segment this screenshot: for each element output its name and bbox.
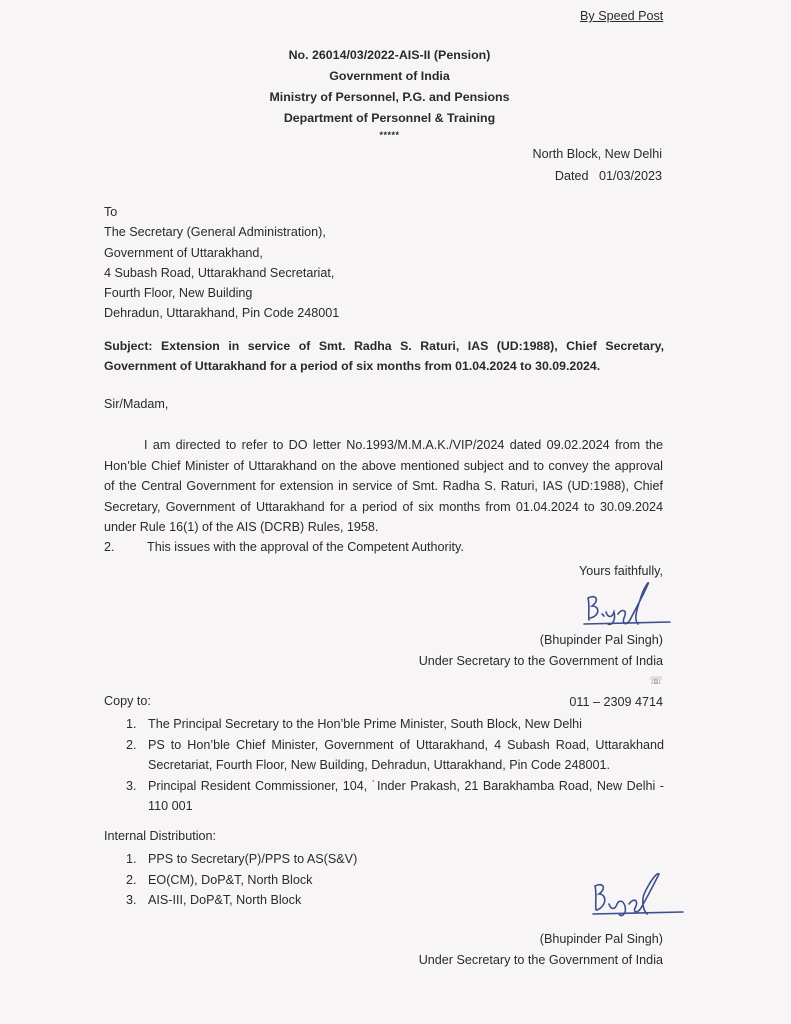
- list-text: PS to Hon’ble Chief Minister, Government of Uttarakhand, 4 Subash Road, Uttarakhand Secretariat, Fourth Floor, New Building, Dehradun, Uttarakhand, Pin Code 248001.: [148, 737, 664, 772]
- dispatch-mode: By Speed Post: [580, 9, 664, 23]
- list-item: [104, 849, 504, 870]
- department-name: Department of Personnel & Training: [283, 111, 496, 125]
- paragraph-2: [104, 540, 464, 554]
- signature-stroke: [602, 612, 615, 624]
- list-text: The Principal Secretary to the Hon’ble Prime Minister, South Block, New Delhi: [148, 717, 582, 731]
- list-item: [104, 776, 664, 817]
- letterhead: [0, 45, 791, 141]
- address-line: 4 Subash Road, Uttarakhand Secretariat,: [104, 265, 335, 280]
- date: Dated 01/03/2023: [554, 169, 662, 183]
- list-number: 2.: [126, 737, 137, 752]
- signature-image: [578, 580, 678, 630]
- signatory-name: (Bhupinder Pal Singh): [539, 932, 663, 946]
- list-number: 2.: [126, 872, 137, 887]
- to-label: To: [104, 205, 118, 219]
- signature-image: [585, 870, 685, 920]
- ministry-name: Ministry of Personnel, P.G. and Pensions: [269, 90, 510, 104]
- copy-to-heading: Copy to:: [104, 694, 151, 708]
- paragraph-number: 2.: [104, 540, 115, 554]
- internal-distribution-heading: Internal Distribution:: [104, 829, 216, 843]
- body-paragraph: I am directed to refer to DO letter No.1993/M.M.A.K./VIP/2024 dated 09.02.2024 from the Hon’ble Chief Minister of Uttarakhand on the above mentioned subject and to convey the approval of the Central Government for extension in service of Smt. Radha S. Raturi, IAS (UD:1988), Chief Secretary, Government of Uttarakhand for a period of six months from 01.04.2024 to 30.09.2024 under Rule 16(1) of the AIS (DCRB) Rules, 1958.: [104, 438, 663, 535]
- list-text: AIS-III, DoP&T, North Block: [148, 893, 302, 907]
- copy-to-list: [104, 714, 664, 817]
- list-number: 1.: [126, 717, 137, 731]
- signatory-designation: Under Secretary to the Government of India: [418, 952, 663, 967]
- place: North Block, New Delhi: [532, 147, 662, 161]
- list-number: 3.: [126, 893, 137, 907]
- telephone-icon: ☏: [649, 675, 663, 687]
- list-item: [104, 714, 664, 735]
- address-line: Fourth Floor, New Building: [104, 286, 253, 301]
- list-item: [104, 870, 504, 891]
- recipient-address: [104, 202, 339, 324]
- signature-stroke: [593, 912, 683, 914]
- signature-stroke: [584, 622, 670, 624]
- signatory-phone: 011 – 2309 4714: [569, 694, 663, 709]
- list-number: 3.: [126, 778, 137, 793]
- signatory-name: (Bhupinder Pal Singh): [539, 633, 663, 647]
- signature-stroke: [595, 885, 605, 910]
- file-number: No. 26014/03/2022-AIS-II (Pension): [288, 48, 491, 62]
- list-text: EO(CM), DoP&T, North Block: [148, 872, 313, 887]
- address-line: Dehradun, Uttarakhand, Pin Code 248001: [104, 306, 340, 321]
- address-line: The Secretary (General Administration),: [104, 225, 326, 240]
- signatory-designation: Under Secretary to the Government of India: [418, 653, 663, 668]
- subject-line: Subject: Extension in service of Smt. Radha S. Raturi, IAS (UD:1988), Chief Secretary, Government of Uttarakhand for a period of six months from 01.04.2024 to 30.09.2024.: [104, 339, 664, 373]
- closing: Yours faithfully,: [578, 564, 663, 578]
- list-number: 1.: [126, 852, 137, 866]
- list-item: [104, 735, 664, 776]
- signature-stroke: [588, 597, 598, 620]
- list-text: PPS to Secretary(P)/PPS to AS(S&V): [148, 852, 358, 866]
- government-name: Government of India: [329, 69, 450, 83]
- signature-stroke: [629, 874, 659, 914]
- salutation: Sir/Madam,: [104, 397, 169, 411]
- signatory-block: [419, 630, 663, 712]
- second-signatory-block: [419, 929, 663, 970]
- signature-stroke: [618, 583, 648, 624]
- header-separator: *****: [379, 130, 400, 140]
- signatory-phone-line: [419, 671, 663, 712]
- paragraph-text: This issues with the approval of the Competent Authority.: [147, 540, 464, 554]
- address-line: Government of Uttarakhand,: [104, 245, 263, 260]
- list-text: Principal Resident Commissioner, 104, ˙Inder Prakash, 21 Barakhamba Road, New Delhi - 110 001: [148, 778, 664, 813]
- place-date-block: [533, 143, 662, 187]
- internal-distribution-list: [104, 849, 504, 911]
- list-item: [104, 890, 504, 911]
